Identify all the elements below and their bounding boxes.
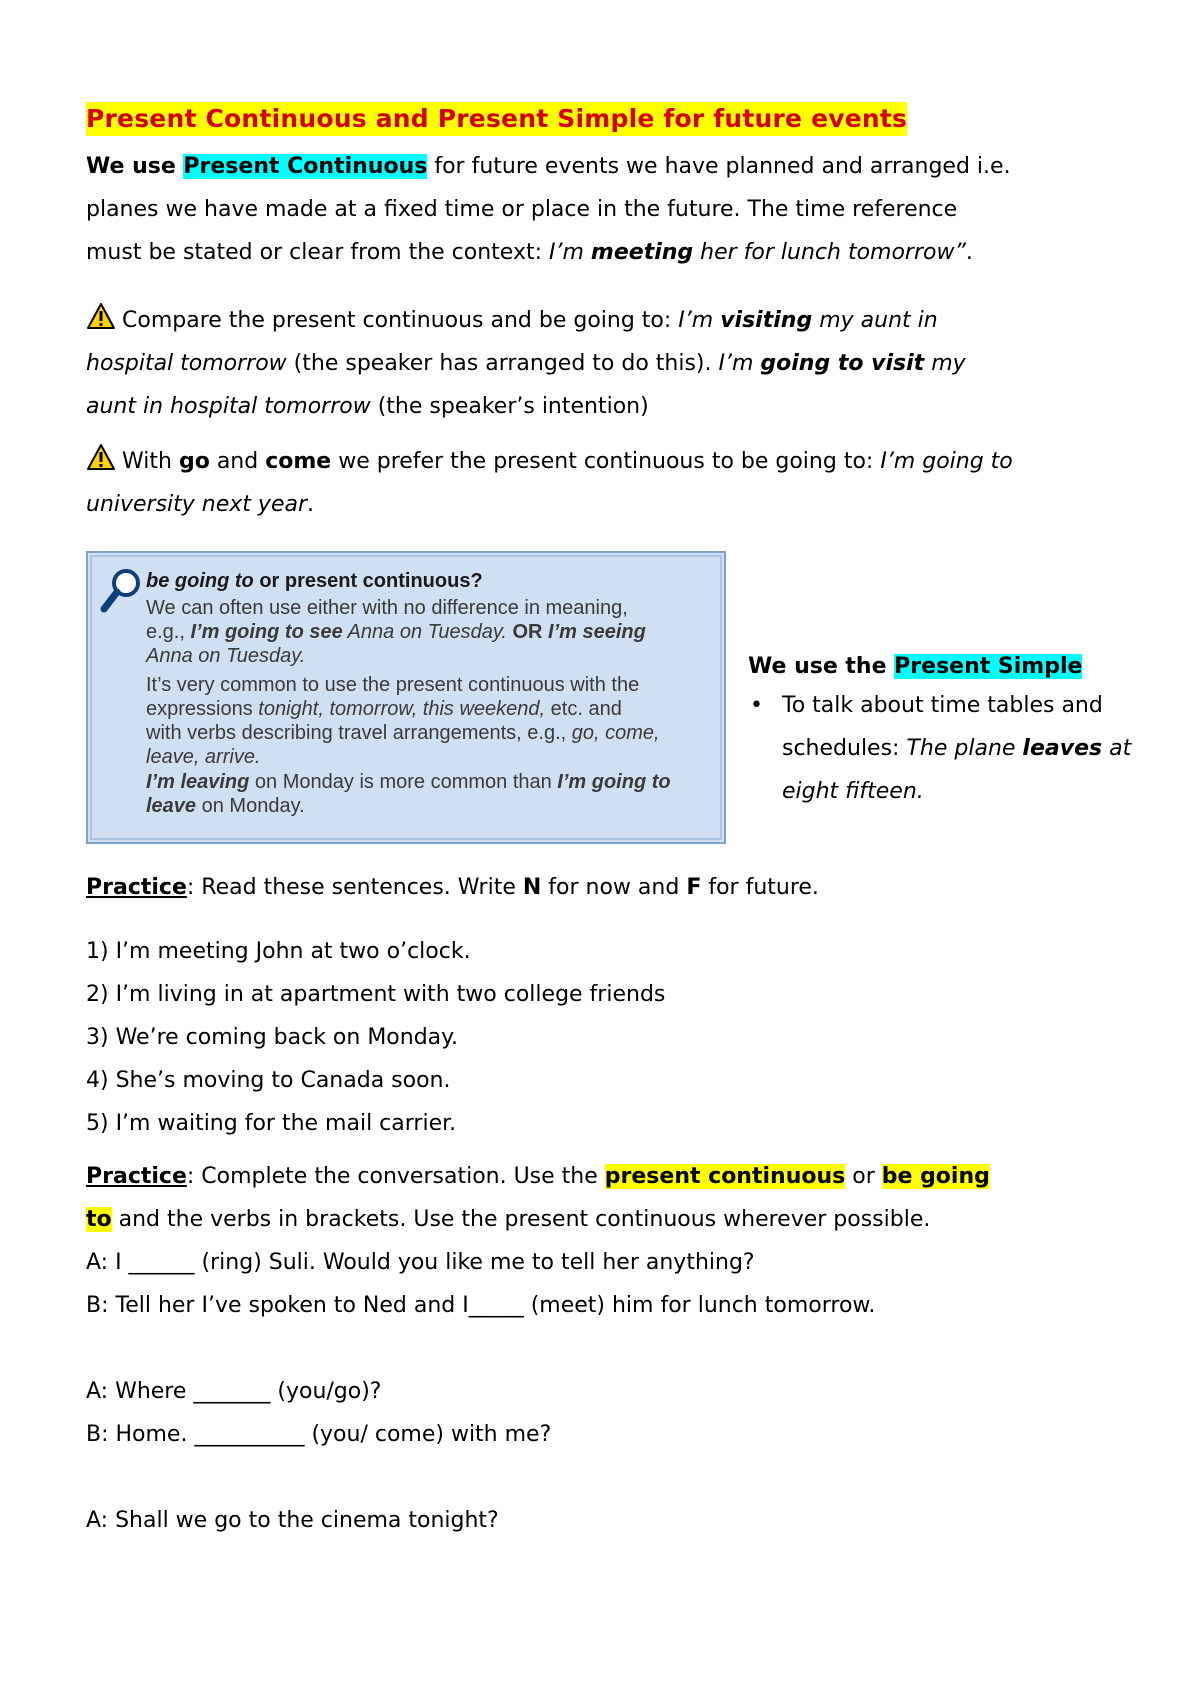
box-line <box>146 620 716 644</box>
practice-text: and the verbs in brackets. Use the present continuous wherever possible. <box>111 1207 931 1232</box>
list-item: 3) We’re coming back on Monday. <box>86 1025 459 1050</box>
come-word: come <box>265 449 332 474</box>
bullet-example: The plane <box>906 736 1023 761</box>
to-highlight: to <box>86 1207 112 1232</box>
p1-example: I’m <box>549 240 591 265</box>
we-use-label: We use the <box>748 654 895 679</box>
box-line: Anna on Tuesday. <box>146 645 306 667</box>
box-line <box>146 697 716 721</box>
practice-label: Practice <box>86 875 187 900</box>
practice-text: : Read these sentences. Write <box>186 875 523 900</box>
box-example: leave <box>146 795 197 817</box>
practice-text: : Complete the conversation. Use the <box>186 1164 605 1189</box>
box-example: I’m seeing <box>542 621 646 643</box>
box-line <box>146 770 716 794</box>
p1-text: . <box>965 240 973 265</box>
p3-line-1 <box>86 440 1126 483</box>
bullet-text-plain: To talk about time tables and schedules: <box>782 693 1103 761</box>
p1-line-1 <box>86 145 1126 188</box>
p2-example-verb: going to visit <box>760 351 925 376</box>
sentence-list <box>86 930 665 1145</box>
go-word: go <box>178 449 210 474</box>
p2-example: my aunt in <box>812 308 938 333</box>
list-item: 2) I’m living in at apartment with two college friends <box>86 982 666 1007</box>
box-example: tonight, tomorrow, this weekend, <box>258 698 546 720</box>
present-continuous-term: Present Continuous <box>183 154 428 179</box>
p3-text: we prefer the present continuous to be going to: <box>331 449 881 474</box>
list-item: 5) I’m waiting for the mail carrier. <box>86 1111 457 1136</box>
list-item: 1) I’m meeting John at two o’clock. <box>86 939 471 964</box>
p3-text: With <box>122 449 179 474</box>
p3-line-2 <box>86 483 1126 526</box>
p1-example-verb: meeting <box>590 240 694 265</box>
p1-text: for future events we have planned and arranged i.e. <box>427 154 1011 179</box>
p3-example: university next year <box>86 492 308 517</box>
grammar-info-box <box>86 551 726 844</box>
p3-text: and <box>209 449 266 474</box>
box-text: with verbs describing travel arrangements, e.g., <box>146 722 572 744</box>
p3-text: . <box>307 492 315 517</box>
warning-icon <box>86 302 116 330</box>
p2-example: aunt in hospital tomorrow <box>86 394 371 419</box>
present-continuous-highlight: present continuous <box>604 1164 846 1189</box>
practice-text: for future. <box>701 875 819 900</box>
practice-label: Practice <box>86 1164 187 1189</box>
p2-line-2 <box>86 342 1126 385</box>
box-text: on Monday. <box>196 795 305 817</box>
practice-text: for now and <box>541 875 687 900</box>
p1-line-2: planes we have made at a fixed time or place in the future. The time reference <box>86 197 958 222</box>
box-or: OR <box>512 621 543 643</box>
p1-example: her for lunch tomorrow” <box>693 240 966 265</box>
p2-text: Compare the present continuous and be going to: <box>122 308 679 333</box>
box-text: on Monday is more common than <box>249 771 558 793</box>
list-item: 4) She’s moving to Canada soon. <box>86 1068 451 1093</box>
practice-text: or <box>845 1164 882 1189</box>
dialogue-line: B: Home. __________ (you/ come) with me? <box>86 1422 552 1447</box>
f-letter: F <box>686 875 702 900</box>
dialogue-line: B: Tell her I’ve spoken to Ned and I_____ (meet) him for lunch tomorrow. <box>86 1293 876 1318</box>
practice-2-instructions-line-2 <box>86 1198 930 1241</box>
compare-paragraph <box>86 299 1126 428</box>
p1-line-3 <box>86 231 1126 274</box>
box-line: It’s very common to use the present continuous with the <box>146 674 640 696</box>
p2-text: (the speaker has arranged to do this). <box>286 351 719 376</box>
practice-1-instructions <box>86 866 819 909</box>
p2-example-verb: visiting <box>720 308 813 333</box>
p2-example: I’m <box>718 351 761 376</box>
present-simple-heading <box>748 650 1082 684</box>
practice-2-instructions-line-1 <box>86 1155 990 1198</box>
box-heading-italic: be going to <box>146 570 254 592</box>
bullet-example-verb: leaves <box>1022 736 1103 761</box>
present-simple-term: Present Simple <box>894 654 1083 679</box>
box-example: I’m leaving <box>146 771 250 793</box>
p2-example: hospital tomorrow <box>86 351 287 376</box>
dialogue-line: A: I ______ (ring) Suli. Would you like me to tell her anything? <box>86 1250 755 1275</box>
p1-text: must be stated or clear from the context: <box>86 240 550 265</box>
box-line <box>146 794 716 818</box>
box-line: We can often use either with no difference in meaning, <box>146 597 628 619</box>
p3-example: I’m going to <box>880 449 1013 474</box>
magnifier-icon <box>98 565 144 615</box>
bullet-text <box>782 684 1162 813</box>
page-title: Present Continuous and Present Simple for future events <box>86 102 907 136</box>
dialogue-line: A: Shall we go to the cinema tonight? <box>86 1508 499 1533</box>
p2-example: I’m <box>678 308 721 333</box>
we-use-label: We use <box>86 154 184 179</box>
dialogue-line: A: Where _______ (you/go)? <box>86 1379 382 1404</box>
bullet-example: at eight fifteen. <box>782 736 1132 804</box>
p2-text: (the speaker’s intention) <box>370 394 649 419</box>
present-continuous-paragraph <box>86 145 1126 274</box>
box-text: etc. and <box>545 698 622 720</box>
box-example: I’m going to see <box>190 621 343 643</box>
box-heading-rest: or present continuous? <box>253 570 483 592</box>
bullet-icon: • <box>750 693 763 718</box>
p2-line-3 <box>86 385 1126 428</box>
be-going-highlight: be going <box>881 1164 990 1189</box>
box-line <box>146 721 716 745</box>
box-heading <box>146 569 716 593</box>
box-example: I’m going to <box>557 771 671 793</box>
p2-example: my <box>924 351 966 376</box>
p2-line-1 <box>86 299 1126 342</box>
box-text: expressions <box>146 698 259 720</box>
warning-icon <box>86 443 116 471</box>
n-letter: N <box>522 875 542 900</box>
box-line: leave, arrive. <box>146 746 261 768</box>
box-example: Anna on Tuesday. <box>342 621 513 643</box>
go-come-paragraph <box>86 440 1126 526</box>
box-example: go, come, <box>571 722 660 744</box>
box-text: e.g., <box>146 621 191 643</box>
